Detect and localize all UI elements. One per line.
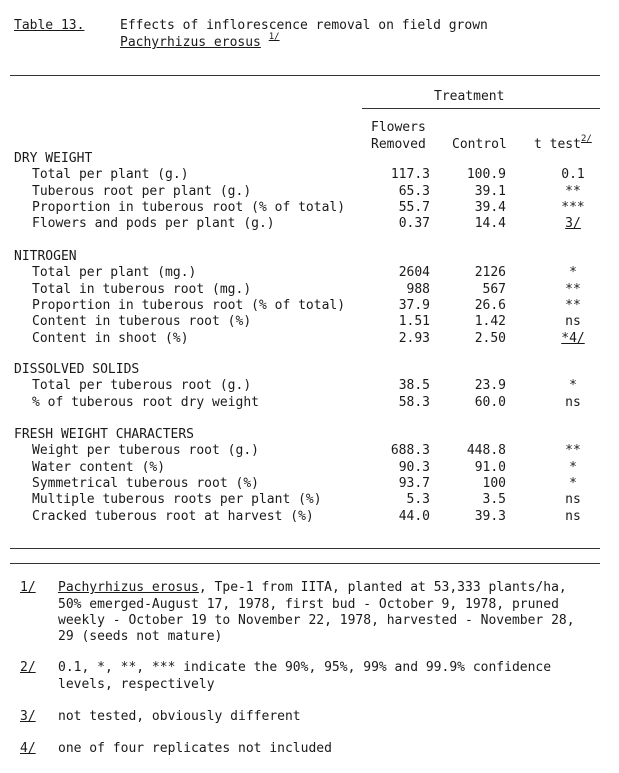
table-row bbox=[0, 509, 619, 525]
cell-control: 39.1 bbox=[474, 183, 506, 199]
footnote-1-line2: 50% emerged-August 17, 1978, first bud - October 9, 1978, pruned bbox=[58, 597, 559, 612]
row-label: Content in tuberous root (%) bbox=[32, 314, 252, 330]
footnote-mark: 3/ bbox=[20, 709, 36, 724]
cell-flowers-removed: 2604 bbox=[398, 265, 430, 281]
footnote-2-line1: 0.1, *, **, *** indicate the 90%, 95%, 99% and 99.9% confidence bbox=[58, 660, 552, 675]
row-label: % of tuberous root dry weight bbox=[32, 394, 259, 410]
cell-flowers-removed: 688.3 bbox=[390, 443, 430, 459]
cell-control: 2.50 bbox=[474, 330, 506, 346]
footnote-mark: 4/ bbox=[20, 741, 36, 756]
cell-flowers-removed: 90.3 bbox=[398, 459, 430, 475]
cell-flowers-removed: 93.7 bbox=[398, 475, 430, 491]
treatment-rule bbox=[362, 108, 600, 109]
row-label: Cracked tuberous root at harvest (%) bbox=[32, 508, 314, 524]
cell-control: 2126 bbox=[474, 265, 506, 281]
col-ttest: t test$^{2/}$ bbox=[534, 134, 592, 152]
cell-flowers-removed: 65.3 bbox=[398, 183, 430, 199]
footnote-ref-2: 2/ bbox=[580, 134, 592, 144]
cell-ttest: ** bbox=[565, 183, 581, 199]
cell-control: 39.3 bbox=[474, 508, 506, 524]
cell-ttest: ** bbox=[565, 443, 581, 459]
row-label: Total per plant (g.) bbox=[32, 167, 189, 183]
cell-flowers-removed: 44.0 bbox=[398, 508, 430, 524]
row-label: Total in tuberous root (mg.) bbox=[32, 281, 252, 297]
cell-ttest: ns bbox=[565, 492, 581, 508]
cell-control: 448.8 bbox=[466, 443, 506, 459]
cell-flowers-removed: 37.9 bbox=[398, 297, 430, 313]
footnote-3-line1: not tested, obviously different bbox=[58, 709, 301, 724]
table-row bbox=[0, 492, 619, 508]
table-row bbox=[0, 460, 619, 476]
table-row bbox=[0, 184, 619, 200]
bottom-rule-1 bbox=[10, 548, 600, 549]
row-label: Weight per tuberous root (g.) bbox=[32, 443, 259, 459]
row-label: Water content (%) bbox=[32, 459, 166, 475]
footnote-4-line1: one of four replicates not included bbox=[58, 741, 332, 756]
section-title: DISSOLVED SOLIDS bbox=[14, 362, 140, 377]
table-row bbox=[0, 378, 619, 394]
cell-control: 567 bbox=[482, 281, 506, 297]
cell-flowers-removed: 58.3 bbox=[398, 394, 430, 410]
section-title: FRESH WEIGHT CHARACTERS bbox=[14, 427, 195, 442]
cell-ttest: ns bbox=[565, 508, 581, 524]
col-flowers-removed-line1: Flowers bbox=[371, 120, 426, 135]
cell-ttest: ** bbox=[565, 281, 581, 297]
cell-flowers-removed: 5.3 bbox=[406, 492, 430, 508]
species-name: Pachyrhizus erosus bbox=[120, 35, 261, 50]
section-title: NITROGEN bbox=[14, 249, 77, 264]
footnote-ref-1: 1/ bbox=[268, 32, 280, 42]
cell-ttest: ** bbox=[565, 297, 581, 313]
col-flowers-removed-line2: Removed bbox=[371, 137, 426, 152]
cell-ttest: *4/ bbox=[561, 330, 585, 346]
cell-ttest: ns bbox=[565, 314, 581, 330]
row-label: Tuberous root per plant (g.) bbox=[32, 183, 252, 199]
table-row bbox=[0, 298, 619, 314]
section-title: DRY WEIGHT bbox=[14, 151, 93, 166]
cell-flowers-removed: 988 bbox=[406, 281, 430, 297]
cell-flowers-removed: 1.51 bbox=[398, 314, 430, 330]
table-label: Table 13. bbox=[14, 18, 85, 33]
cell-flowers-removed: 117.3 bbox=[390, 167, 430, 183]
footnote-1-line1: Pachyrhizus erosus, Tpe-1 from IITA, planted at 53,333 plants/ha, bbox=[58, 580, 567, 595]
cell-ttest: * bbox=[569, 265, 577, 281]
top-rule bbox=[10, 75, 600, 76]
cell-control: 23.9 bbox=[474, 378, 506, 394]
row-label: Total per plant (mg.) bbox=[32, 265, 197, 281]
table-row bbox=[0, 167, 619, 183]
cell-control: 100 bbox=[482, 475, 506, 491]
table-row bbox=[0, 265, 619, 281]
table-row bbox=[0, 200, 619, 216]
cell-control: 26.6 bbox=[474, 297, 506, 313]
cell-flowers-removed: 55.7 bbox=[398, 199, 430, 215]
cell-ttest: ns bbox=[565, 394, 581, 410]
cell-ttest: * bbox=[569, 459, 577, 475]
cell-control: 60.0 bbox=[474, 394, 506, 410]
footnote-1-line3: weekly - October 19 to November 22, 1978, harvested - November 28, bbox=[58, 613, 575, 628]
col-control: Control bbox=[452, 137, 507, 152]
cell-control: 39.4 bbox=[474, 199, 506, 215]
cell-flowers-removed: 38.5 bbox=[398, 378, 430, 394]
cell-ttest: 3/ bbox=[565, 216, 581, 232]
table-row bbox=[0, 443, 619, 459]
footnote-2-line2: levels, respectively bbox=[58, 677, 215, 692]
cell-control: 14.4 bbox=[474, 216, 506, 232]
row-label: Multiple tuberous roots per plant (%) bbox=[32, 492, 322, 508]
cell-control: 91.0 bbox=[474, 459, 506, 475]
treatment-header: Treatment bbox=[434, 89, 505, 104]
row-label: Flowers and pods per plant (g.) bbox=[32, 216, 275, 232]
row-label: Total per tuberous root (g.) bbox=[32, 378, 252, 394]
table-title-species-line bbox=[120, 32, 280, 50]
table-title: Effects of inflorescence removal on field grown bbox=[120, 18, 488, 33]
cell-ttest: 0.1 bbox=[561, 167, 585, 183]
cell-flowers-removed: 2.93 bbox=[398, 330, 430, 346]
row-label: Proportion in tuberous root (% of total) bbox=[32, 297, 346, 313]
cell-ttest: * bbox=[569, 378, 577, 394]
table-row bbox=[0, 282, 619, 298]
table-row bbox=[0, 314, 619, 330]
cell-control: 100.9 bbox=[466, 167, 506, 183]
row-label: Proportion in tuberous root (% of total) bbox=[32, 199, 346, 215]
cell-ttest: * bbox=[569, 475, 577, 491]
row-label: Symmetrical tuberous root (%) bbox=[32, 475, 259, 491]
footnote-mark: 2/ bbox=[20, 660, 36, 675]
footnote-1-line4: 29 (seeds not mature) bbox=[58, 629, 223, 644]
row-label: Content in shoot (%) bbox=[32, 330, 189, 346]
bottom-rule-2 bbox=[10, 563, 600, 564]
table-row bbox=[0, 331, 619, 347]
cell-control: 1.42 bbox=[474, 314, 506, 330]
cell-flowers-removed: 0.37 bbox=[398, 216, 430, 232]
cell-ttest: *** bbox=[561, 199, 585, 215]
table-row bbox=[0, 395, 619, 411]
cell-control: 3.5 bbox=[482, 492, 506, 508]
table-row bbox=[0, 476, 619, 492]
footnote-mark: 1/ bbox=[20, 580, 36, 595]
table-row bbox=[0, 216, 619, 232]
